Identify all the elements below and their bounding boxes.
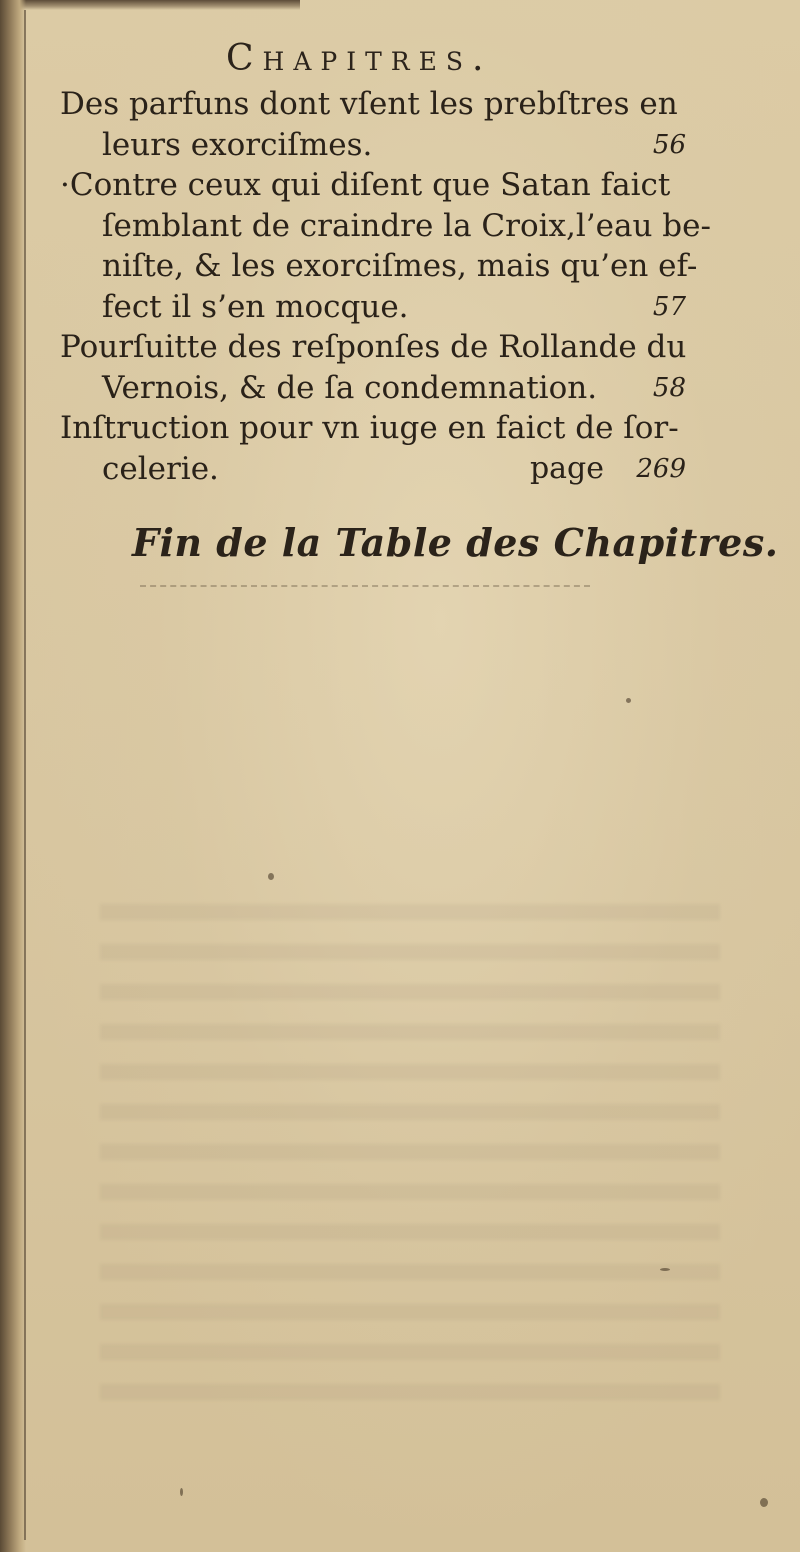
entry-line: leurs exorciſmes. 56 [60, 125, 680, 166]
running-heading: Chapitres. [226, 38, 493, 79]
page-top-edge [0, 0, 300, 10]
binding-gutter [0, 0, 26, 1552]
toc-entry [60, 408, 686, 489]
table-of-contents [60, 84, 711, 489]
toc-entry [60, 327, 687, 408]
ink-speck [660, 1268, 670, 1271]
entry-line: ·Contre ceux qui diſent que Satan faict [60, 167, 671, 203]
gutter-line [24, 10, 26, 1540]
entry-line: celerie. page 269 [60, 449, 680, 490]
ink-speck [626, 698, 631, 703]
entry-line: Des parfuns dont vſent les prebſtres en [60, 86, 678, 122]
page-label: page [529, 450, 604, 486]
closing-line: Fin de la Table des Chapitres. [132, 520, 779, 565]
toc-entry [60, 84, 686, 165]
entry-line: ſemblant de craindre la Croix,l’eau be- [102, 207, 711, 244]
entry-line: Pourſuitte des reſponſes de Rollande du [60, 329, 687, 365]
closing-rule [140, 585, 590, 589]
entry-line: niſte, & les exorciſmes, mais qu’en ef- [102, 248, 698, 284]
entry-line: Vernois, & de ſa condemnation. 58 [60, 368, 680, 409]
page-number: 56 [652, 129, 686, 160]
ink-speck [268, 873, 274, 880]
page-number: 57 [652, 291, 686, 322]
page-number: 58 [652, 372, 686, 403]
entry-line: fect il s’en mocque. 57 [60, 287, 680, 328]
show-through-texture [100, 880, 720, 1400]
entry-line: Inſtruction pour vn iuge en faict de ſor- [60, 410, 679, 446]
page-number: 269 [636, 453, 686, 484]
ink-speck [760, 1498, 768, 1507]
ink-speck [180, 1488, 183, 1496]
toc-entry [60, 165, 711, 327]
